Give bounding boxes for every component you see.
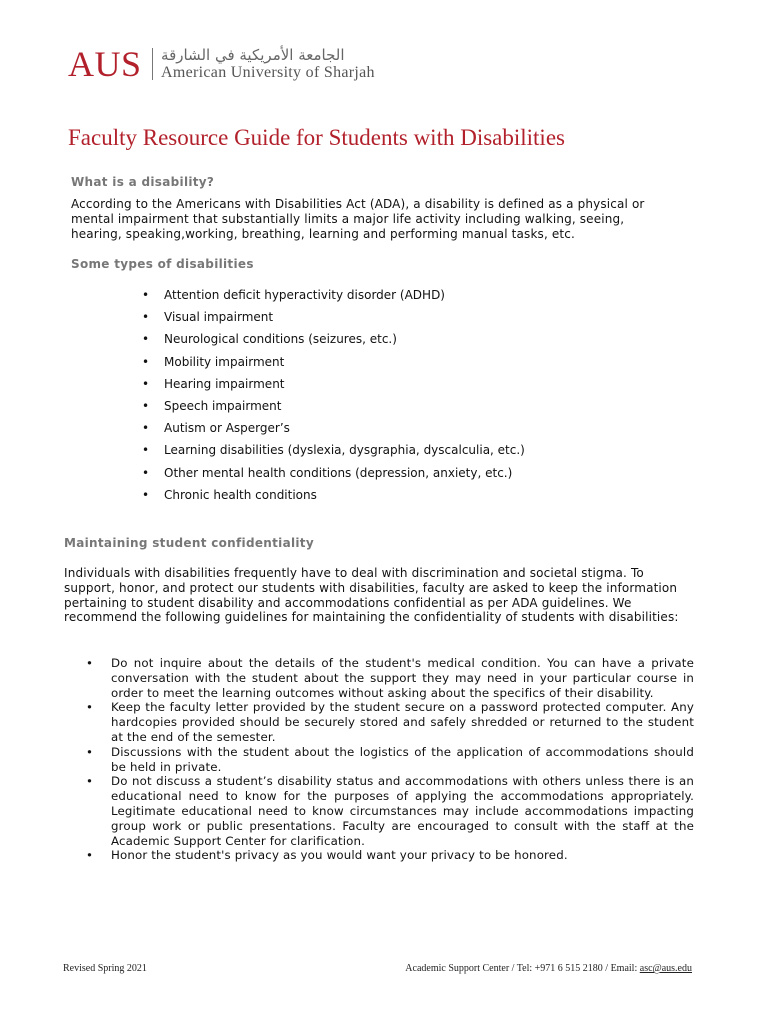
logo-text <box>161 46 375 82</box>
section-heading-what-is-disability: What is a disability? <box>71 175 215 189</box>
guideline-item: • Honor the student's privacy as you would want your privacy to be honored. <box>86 848 694 863</box>
logo-separator <box>152 48 154 80</box>
disability-type-item: • Learning disabilities (dyslexia, dysgraphia, dyscalculia, etc.) <box>142 442 525 464</box>
disability-type-item: • Speech impairment <box>142 398 525 420</box>
disability-type-item: • Other mental health conditions (depression, anxiety, etc.) <box>142 465 525 487</box>
confidentiality-guidelines-list <box>86 656 694 863</box>
disability-type-item: • Chronic health conditions <box>142 487 525 509</box>
footer-revised: Revised Spring 2021 <box>63 963 147 974</box>
disability-definition-paragraph: According to the Americans with Disabilities Act (ADA), a disability is defined as a physical or mental impairment that substantially limits a major life activity including walking, seeing, hearing, speaking,working, breathing, learning and performing manual tasks, etc. <box>71 197 645 241</box>
logo-english-name: American University of Sharjah <box>161 64 375 81</box>
footer-email-link[interactable]: asc@aus.edu <box>639 963 692 974</box>
disability-type-item: • Attention deficit hyperactivity disorder (ADHD) <box>142 287 525 309</box>
page-title: Faculty Resource Guide for Students with Disabilities <box>68 125 565 150</box>
disability-type-item: • Neurological conditions (seizures, etc.) <box>142 331 525 353</box>
disability-types-list <box>142 287 525 509</box>
confidentiality-paragraph: Individuals with disabilities frequently have to deal with discrimination and societal stigma. To support, honor, and protect our students with disabilities, faculty are asked to keep the information pertaining to student disability and accommodations confidential as per ADA guidelines. We recommend the following guidelines for maintaining the confidentiality of students with disabilities: <box>64 566 679 625</box>
section-heading-types: Some types of disabilities <box>71 257 254 271</box>
footer-contact-text: Academic Support Center / Tel: +971 6 515 2180 / Email: <box>405 963 640 974</box>
guideline-item: • Keep the faculty letter provided by the student secure on a password protected computer. Any hardcopies provided should be securely stored and safely shredded or returned to the student at the end of the semester. <box>86 700 694 744</box>
disability-type-item: • Mobility impairment <box>142 354 525 376</box>
disability-type-item: • Hearing impairment <box>142 376 525 398</box>
logo-arabic-name: الجامعة الأمريكية في الشارقة <box>161 46 345 64</box>
aus-logo <box>68 44 375 84</box>
disability-type-item: • Autism or Asperger’s <box>142 420 525 442</box>
logo-abbreviation: AUS <box>68 44 142 84</box>
guideline-item: • Discussions with the student about the logistics of the application of accommodations should be held in private. <box>86 745 694 775</box>
disability-type-item: • Visual impairment <box>142 309 525 331</box>
guideline-item: • Do not discuss a student’s disability status and accommodations with others unless there is an educational need to know for the purposes of applying the accommodations appropriately. Legitimate educational need to know circumstances may include accommodations impacting group work or public presentations. Faculty are encouraged to consult with the staff at the Academic Support Center for clarification. <box>86 774 694 848</box>
footer-contact <box>405 963 692 974</box>
guideline-item: • Do not inquire about the details of the student's medical condition. You can have a private conversation with the student about the support they may need in your particular course in order to meet the learning outcomes without asking about the specifics of their disability. <box>86 656 694 700</box>
section-heading-confidentiality: Maintaining student confidentiality <box>64 536 314 550</box>
